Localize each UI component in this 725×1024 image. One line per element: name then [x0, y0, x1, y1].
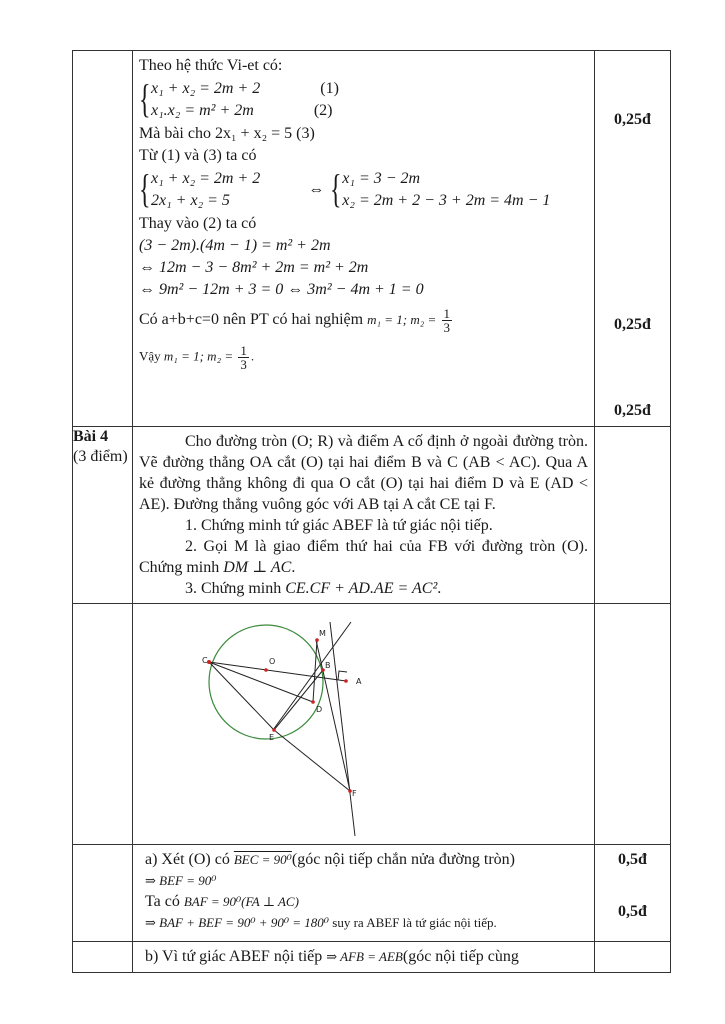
- part-a-line3: Ta có BAF = 90⁰(FA ⊥ AC): [145, 893, 299, 910]
- label-e: E: [269, 733, 275, 742]
- part-a-line2: ⇒ BEF = 90⁰: [145, 873, 217, 888]
- part-b-content: [133, 942, 595, 973]
- label-a: A: [356, 677, 362, 686]
- line-af: [330, 622, 355, 836]
- line-cd: [209, 662, 313, 702]
- row-part-b: [73, 942, 671, 973]
- eq2-tag: (2): [313, 102, 333, 119]
- right-angle-mark: [338, 671, 347, 680]
- question-2: 2. Gọi M là giao điểm thứ hai của FB với đường tròn (O). Chứng minh DM ⊥ AC.: [139, 538, 588, 576]
- roots-fraction: $\frac{1}{3}$: [443, 306, 451, 335]
- row-bai4: [73, 427, 671, 604]
- conclusion-line: Vậy m₁ = 1; m₂ = $\frac{1}{3}$ .: [139, 343, 255, 372]
- derivation-3: ⇔ 9m² − 12m + 3 = 0 ⇔ 3m² − 4m + 1 = 0: [139, 281, 424, 298]
- system-b-line2: x₂ = 2m + 2 − 3 + 2m = 4m − 1: [342, 192, 551, 209]
- point-a: [344, 679, 348, 683]
- system-a: { x₁ + x₂ = 2m + 2 2x₁ + x₂ = 5: [139, 166, 261, 211]
- derivation-1: (3 − 2m).(4m − 1) = m² + 2m: [139, 237, 331, 254]
- vieta-intro: Theo hệ thức Vi-et có:: [139, 57, 283, 74]
- equiv-symbol: ⇔: [308, 181, 325, 198]
- score-1: 0,25đ: [614, 111, 651, 128]
- from-1-3: Từ (1) và (3) ta có: [139, 147, 257, 164]
- system-a-line1: x₁ + x₂ = 2m + 2: [151, 170, 261, 187]
- row-vieta-label-cell: [73, 51, 133, 427]
- point-c: [207, 660, 211, 664]
- row-figure: [73, 604, 671, 845]
- row-part-a: [73, 845, 671, 942]
- row-vieta-score-cell: [595, 51, 671, 427]
- geometry-figure: [133, 604, 595, 844]
- system-b-line1: x₁ = 3 − 2m: [342, 170, 421, 187]
- bai4-score-cell: [595, 427, 671, 604]
- line-ce: [209, 662, 274, 730]
- part-a-line4: ⇒ BAF + BEF = 90⁰ + 90⁰ = 180⁰ suy ra ABEF là tứ giác nội tiếp.: [145, 915, 497, 930]
- part-b-line1: b) Vì tứ giác ABEF nội tiếp ⇒ AFB = AEB(góc nội tiếp cùng: [145, 948, 519, 965]
- row-vieta-content: [133, 51, 595, 427]
- figure-cell: [133, 604, 595, 845]
- score-2: 0,25đ: [614, 316, 651, 333]
- row-vieta: [73, 51, 671, 427]
- label-m: M: [319, 629, 326, 638]
- conclusion-math: m₁ = 1; m₂ =: [163, 348, 237, 364]
- line-be: [274, 670, 323, 730]
- system-a-line2: 2x₁ + x₂ = 5: [151, 192, 230, 209]
- roots-line: [139, 307, 588, 334]
- part-a-content: [133, 845, 595, 942]
- answer-table: [72, 50, 671, 973]
- bai4-label: [73, 427, 133, 604]
- question-1: 1. Chứng minh tứ giác ABEF là tứ giác nội tiếp.: [185, 517, 493, 534]
- label-d: D: [316, 705, 323, 714]
- score-a1: 0,5đ: [618, 851, 647, 868]
- point-e: [272, 728, 276, 732]
- bai4-title: Bài 4: [73, 428, 109, 445]
- roots-math: m₁ = 1; m₂ =: [367, 312, 440, 328]
- problem-statement: Cho đường tròn (O; R) và điểm A cố định ở ngoài đường tròn. Vẽ đường thẳng OA cắt (O) tại hai điểm B và C (AB < AC). Qua A kẻ đường thẳng không đi qua O cắt (O) tại hai điểm D và E (AD < AE). Đường thẳng vuông góc với AB tại A cắt CE tại F.: [139, 433, 588, 513]
- given-eq: Mà bài cho 2x₁ + x₂ = 5 (3): [139, 125, 315, 142]
- part-a-line1: a) Xét (O) có BEC = 90⁰(góc nội tiếp chắn nửa đường tròn): [145, 851, 515, 868]
- point-m: [315, 638, 319, 642]
- line-ae: [273, 622, 351, 730]
- conclusion-fraction: $\frac{1}{3}$: [240, 343, 247, 372]
- derivation-2: ⇔ 12m − 3 − 8m² + 2m = m² + 2m: [139, 259, 369, 276]
- system-b: { x₁ = 3 − 2m x₂ = 2m + 2 − 3 + 2m = 4m − 1: [330, 166, 551, 211]
- substitute-text: Thay vào (2) ta có: [139, 215, 257, 232]
- line-dm: [313, 640, 317, 702]
- label-f: F: [352, 789, 357, 798]
- label-c: C: [202, 656, 208, 665]
- part-a-score-cell: [595, 845, 671, 942]
- bai4-points: (3 điểm): [73, 448, 128, 465]
- roots-text: Có a+b+c=0 nên PT có hai nghiệm: [139, 311, 368, 329]
- eq2: x₁.x₂ = m² + 2m: [151, 102, 254, 119]
- label-b: B: [325, 661, 331, 670]
- label-o: O: [269, 657, 276, 666]
- question-3: 3. Chứng minh CE.CF + AD.AE = AC².: [185, 580, 442, 597]
- bai4-problem: [133, 427, 595, 604]
- vieta-system: { x₁ + x₂ = 2m + 2 (1) x₁.x₂ = m² + 2m (2): [139, 76, 339, 121]
- eq1-tag: (1): [320, 80, 339, 97]
- score-3: 0,25đ: [614, 402, 651, 419]
- score-a2: 0,5đ: [618, 903, 647, 920]
- eq1: x₁ + x₂ = 2m + 2: [151, 80, 261, 97]
- point-d: [311, 700, 315, 704]
- conclusion-text: Vậy: [139, 348, 164, 364]
- point-o: [264, 668, 268, 672]
